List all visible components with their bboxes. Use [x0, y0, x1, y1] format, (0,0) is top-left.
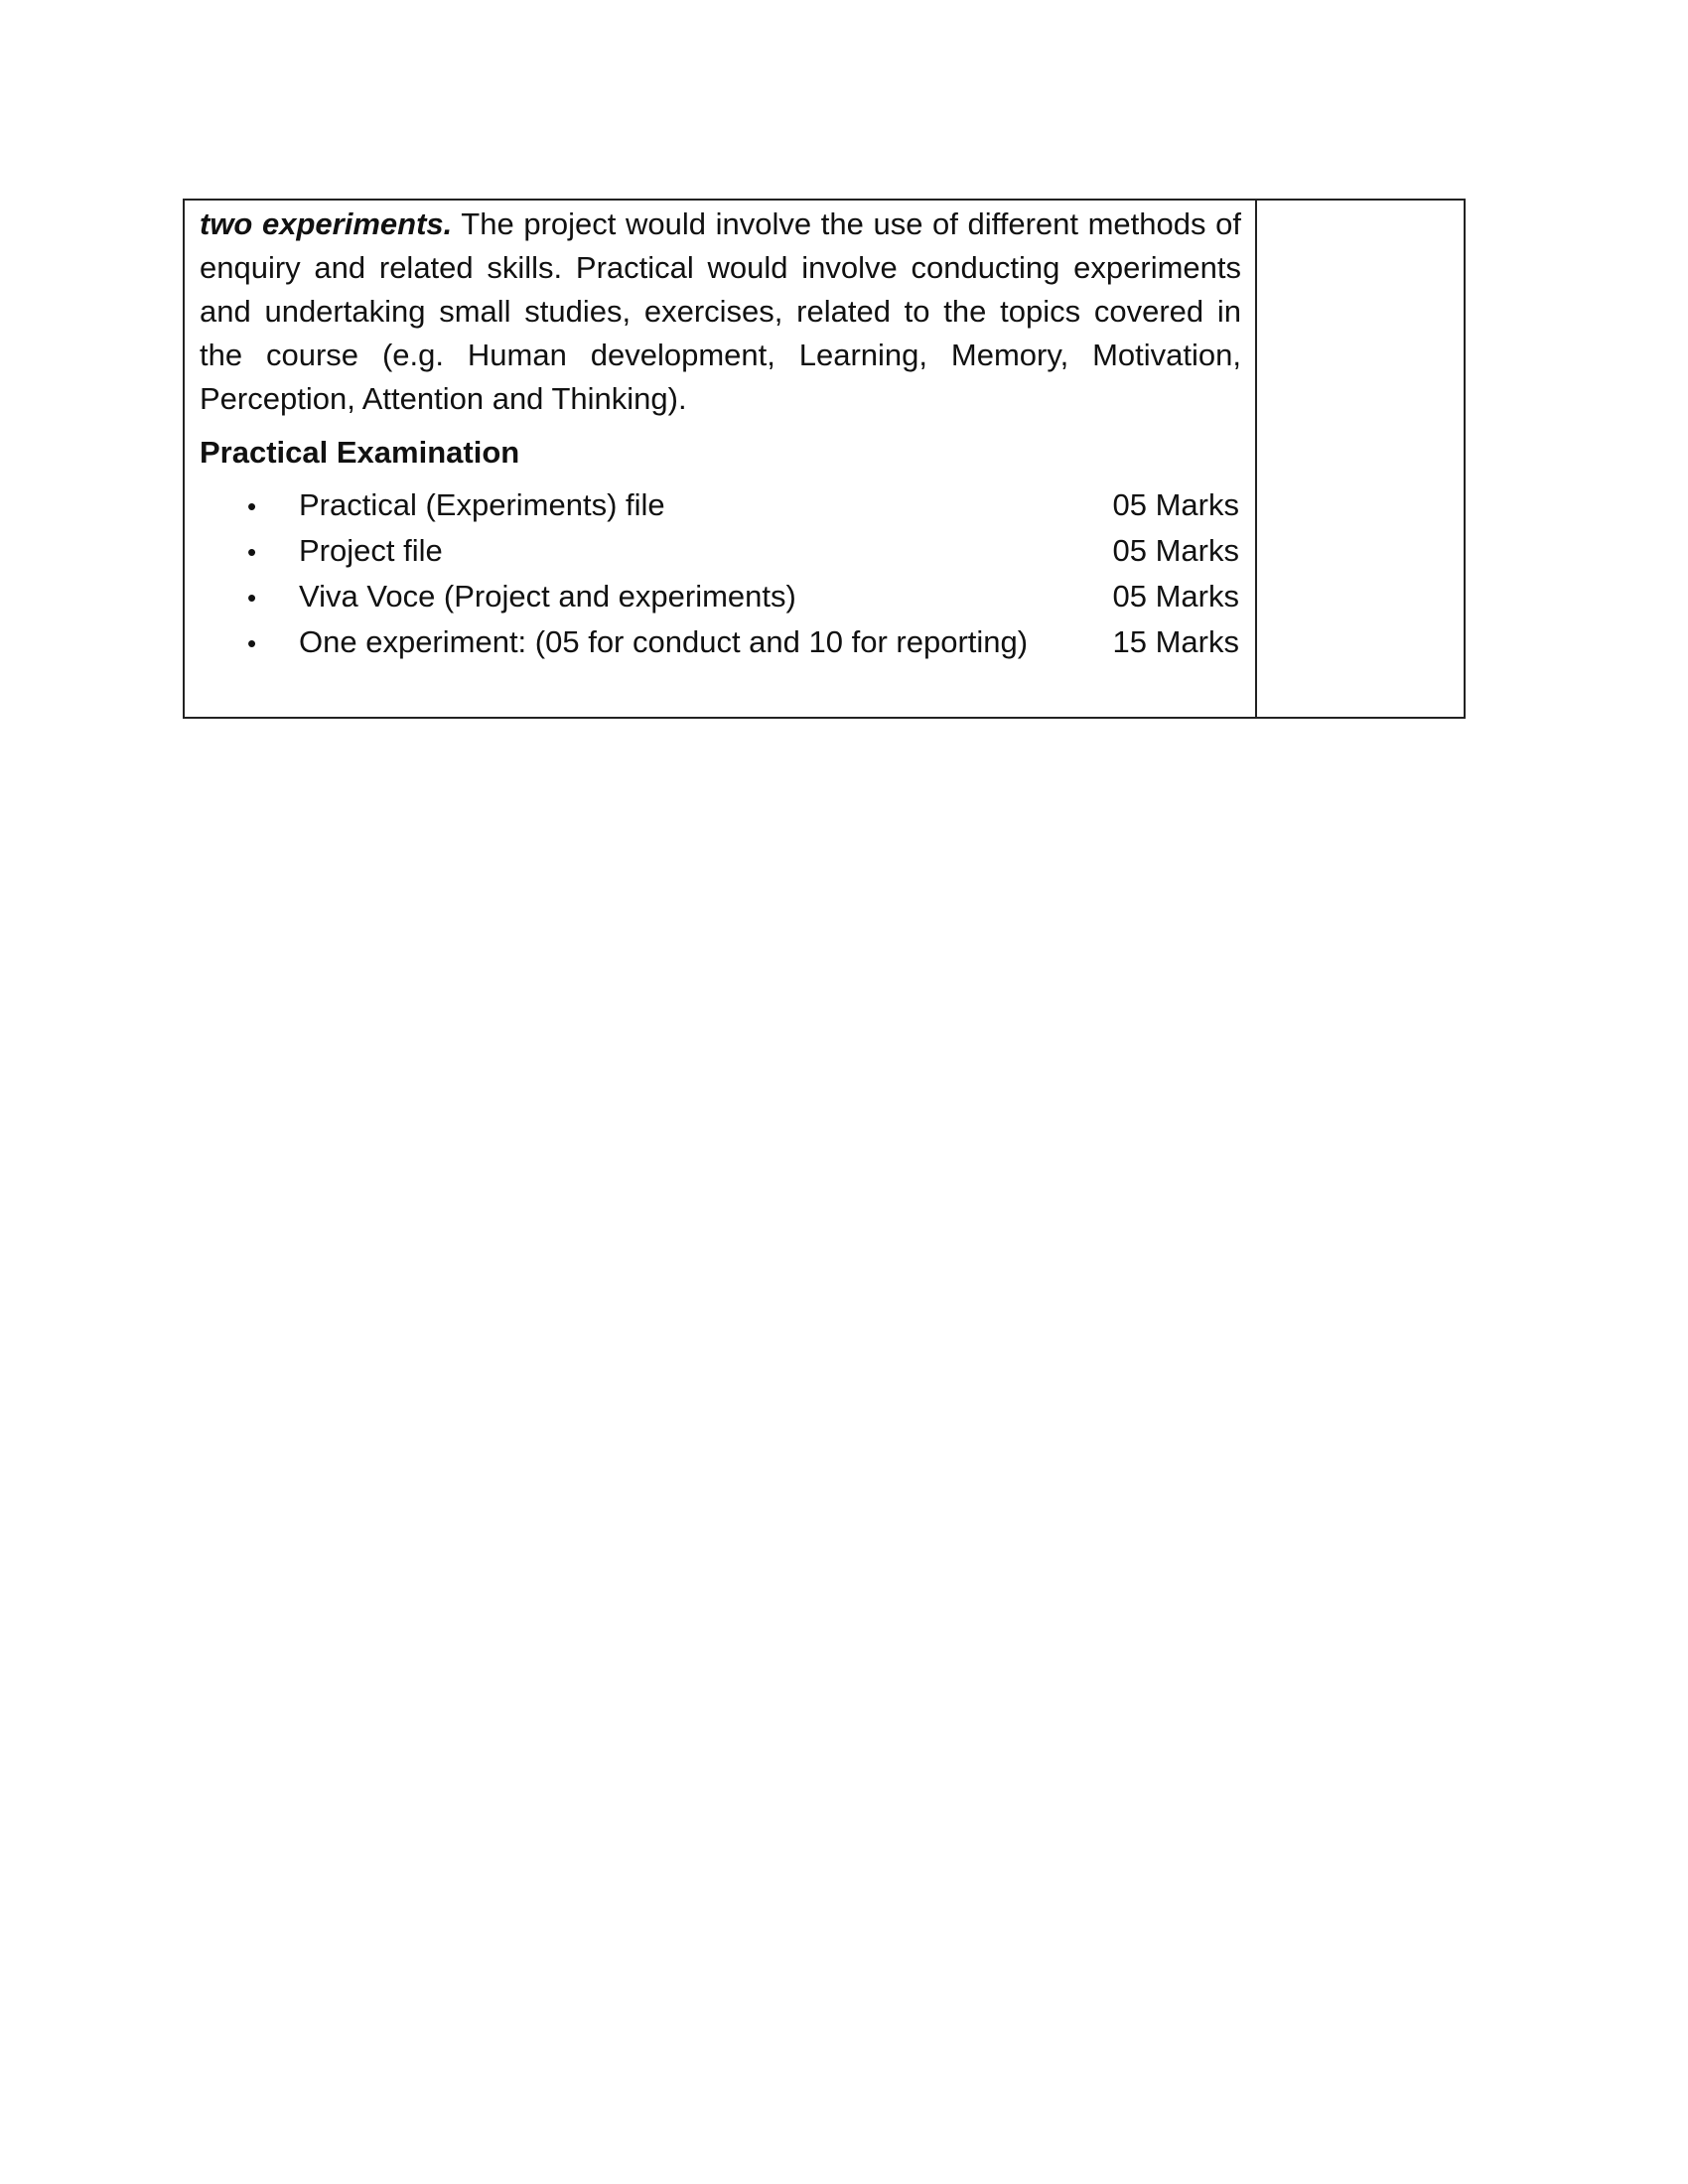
paragraph-text: The project would involve the use of different methods of enquiry and related skills. Practical would involve conducting experiments and undertaking small studies, exercises, related to the topics covered in the course (e.g. Human development, Learning, Memory, Motivation, Perception, Attention and Thinking).	[200, 206, 1241, 416]
syllabus-table	[183, 199, 1466, 719]
item-label: Viva Voce (Project and experiments)	[299, 579, 796, 614]
paragraph-lead: two experiments.	[200, 206, 453, 241]
content-cell	[185, 201, 1257, 717]
item-marks: 05 Marks	[1112, 579, 1239, 614]
bullet-icon: •	[247, 537, 257, 567]
bullet-icon: •	[247, 491, 257, 521]
item-marks: 15 Marks	[1112, 624, 1239, 659]
item-marks: 05 Marks	[1112, 533, 1239, 568]
bullet-icon: •	[247, 628, 257, 658]
section-title: Practical Examination	[200, 435, 520, 470]
list-item	[200, 528, 1241, 574]
marks-list	[200, 482, 1241, 665]
list-item	[200, 574, 1241, 619]
list-item	[200, 619, 1241, 665]
item-label: Project file	[299, 533, 443, 568]
bullet-icon: •	[247, 583, 257, 613]
list-item	[200, 482, 1241, 528]
item-label: One experiment: (05 for conduct and 10 for reporting)	[299, 624, 1029, 659]
item-marks: 05 Marks	[1112, 487, 1239, 522]
empty-side-cell	[1257, 201, 1464, 717]
item-label: Practical (Experiments) file	[299, 487, 665, 522]
description-paragraph	[200, 201, 1241, 421]
